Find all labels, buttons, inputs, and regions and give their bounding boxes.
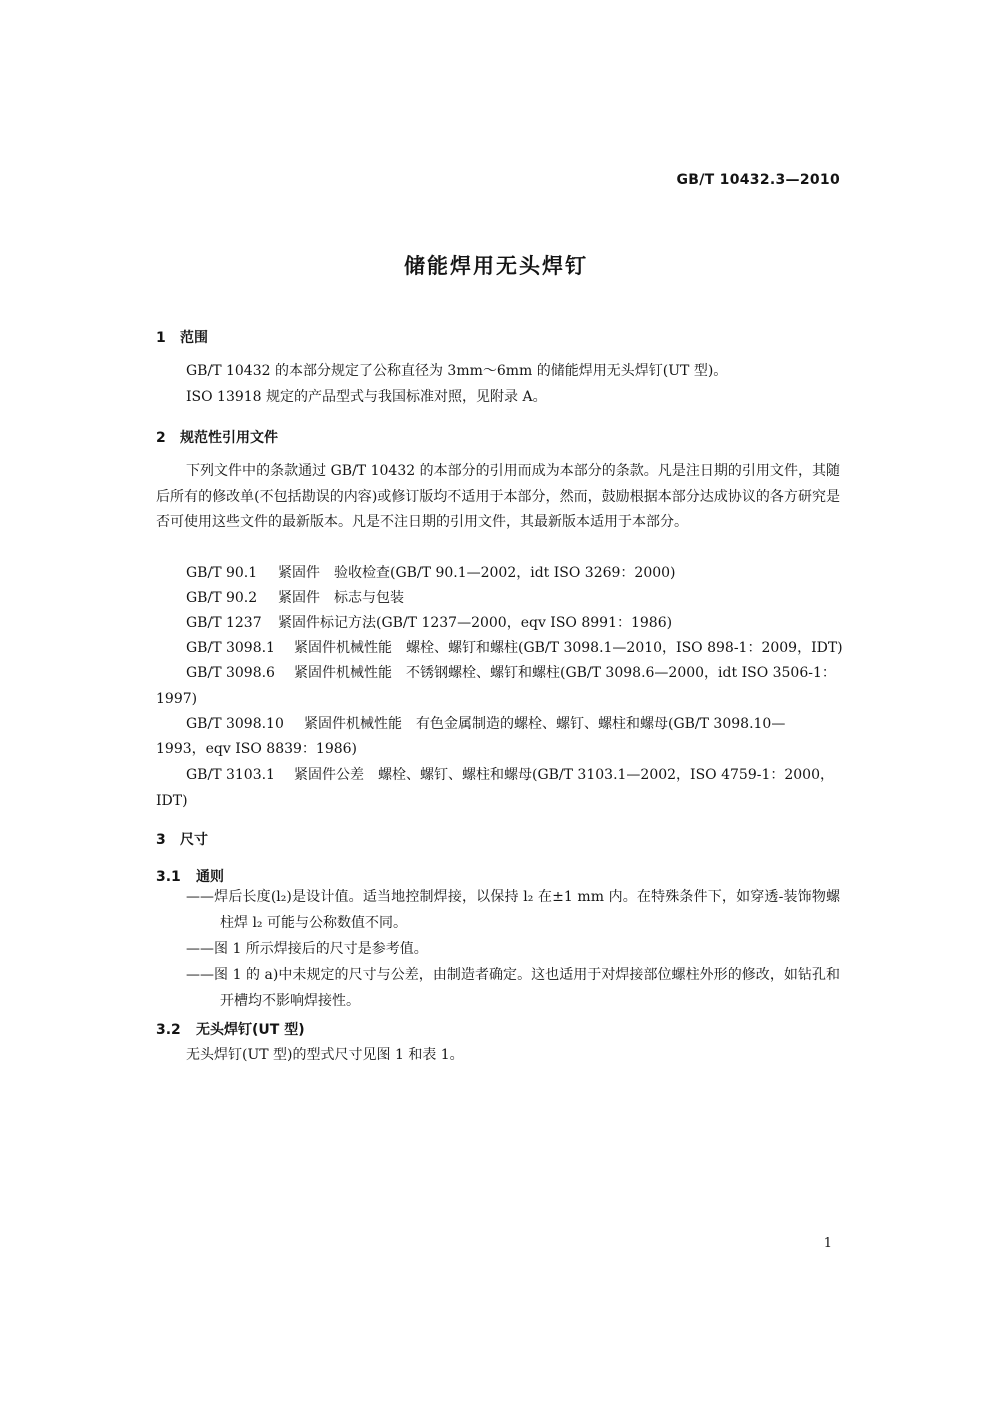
normative-intro-paragraph: 下列文件中的条款通过 GB/T 10432 的本部分的引用而成为本部分的条款。凡是注日期的引用文件，其随后所有的修改单(不包括勘误的内容)或修订版均不适用于本部分，然而，鼓励根据本部分达成协议的各方研究是否可使用这些文件的最新版本。凡是不注日期的引用文件，其最新版本适用于本部分。 bbox=[156, 463, 840, 530]
subsection-title: 无头焊钉(UT 型) bbox=[196, 1022, 305, 1038]
section-number: 3 bbox=[156, 832, 166, 848]
subsection-3-2-text: 无头焊钉(UT 型)的型式尺寸见图 1 和表 1。 bbox=[186, 1047, 464, 1063]
reference-continuation: 1993，eqv ISO 8839：1986) bbox=[156, 741, 358, 757]
section-number: 2 bbox=[156, 430, 166, 446]
general-rule-item: ——焊后长度(l₂)是设计值。适当地控制焊接，以保持 l₂ 在±1 mm 内。在特殊条件下，如穿透-装饰物螺柱焊 l₂ 可能与公称数值不同。 bbox=[186, 889, 840, 931]
section-3-heading bbox=[156, 829, 208, 849]
reference-code: GB/T 90.2 bbox=[186, 590, 258, 606]
reference-code: GB/T 3098.6 bbox=[186, 665, 275, 681]
section-title: 尺寸 bbox=[180, 832, 208, 848]
reference-title: 紧固件机械性能 有色金属制造的螺栓、螺钉、螺柱和螺母(GB/T 3098.10— bbox=[304, 716, 786, 732]
standard-code: GB/T 10432.3—2010 bbox=[676, 172, 840, 188]
reference-continuation: IDT) bbox=[156, 793, 188, 809]
reference-item bbox=[186, 561, 840, 587]
subsection-title: 通则 bbox=[196, 869, 224, 885]
reference-code: GB/T 3098.1 bbox=[186, 640, 275, 656]
document-title: 储能焊用无头焊钉 bbox=[404, 254, 588, 278]
scope-paragraph: ISO 13918 规定的产品型式与我国标准对照，见附录 A。 bbox=[186, 389, 547, 405]
section-title: 规范性引用文件 bbox=[180, 430, 278, 446]
reference-code: GB/T 3098.10 bbox=[186, 716, 284, 732]
general-rule-item: ——图 1 的 a)中未规定的尺寸与公差，由制造者确定。这也适用于对焊接部位螺柱外形的修改，如钻孔和开槽均不影响焊接性。 bbox=[186, 967, 840, 1009]
section-number: 1 bbox=[156, 330, 166, 346]
reference-item bbox=[186, 661, 840, 687]
reference-item bbox=[186, 712, 840, 738]
scope-paragraph: GB/T 10432 的本部分规定了公称直径为 3mm～6mm 的储能焊用无头焊钉(UT 型)。 bbox=[186, 363, 728, 379]
reference-title: 紧固件 标志与包装 bbox=[278, 590, 404, 606]
reference-item bbox=[186, 611, 840, 637]
reference-title: 紧固件公差 螺栓、螺钉、螺柱和螺母(GB/T 3103.1—2002，ISO 4759-1：2000， bbox=[294, 767, 834, 783]
subsection-3-2-heading bbox=[156, 1019, 305, 1039]
general-rule-item: ——图 1 所示焊接后的尺寸是参考值。 bbox=[186, 941, 428, 957]
page-number: 1 bbox=[823, 1236, 832, 1251]
subsection-number: 3.2 bbox=[156, 1022, 181, 1038]
section-title: 范围 bbox=[180, 330, 208, 346]
reference-continuation: 1997) bbox=[156, 691, 198, 707]
reference-title: 紧固件标记方法(GB/T 1237—2000，eqv ISO 8991：1986) bbox=[278, 615, 673, 631]
subsection-number: 3.1 bbox=[156, 869, 181, 885]
reference-code: GB/T 3103.1 bbox=[186, 767, 275, 783]
reference-item bbox=[186, 586, 840, 612]
reference-code: GB/T 1237 bbox=[186, 615, 262, 631]
reference-code: GB/T 90.1 bbox=[186, 565, 258, 581]
reference-item bbox=[186, 636, 843, 662]
section-2-heading bbox=[156, 427, 278, 447]
reference-title: 紧固件 验收检查(GB/T 90.1—2002，idt ISO 3269：2000) bbox=[278, 565, 676, 581]
reference-title: 紧固件机械性能 螺栓、螺钉和螺柱(GB/T 3098.1—2010，ISO 898-1：2009，IDT) bbox=[294, 640, 843, 656]
reference-item bbox=[186, 763, 840, 789]
subsection-3-1-heading bbox=[156, 866, 224, 886]
reference-title: 紧固件机械性能 不锈钢螺栓、螺钉和螺柱(GB/T 3098.6—2000，idt ISO 3506-1： bbox=[294, 665, 836, 681]
section-1-heading bbox=[156, 327, 208, 347]
